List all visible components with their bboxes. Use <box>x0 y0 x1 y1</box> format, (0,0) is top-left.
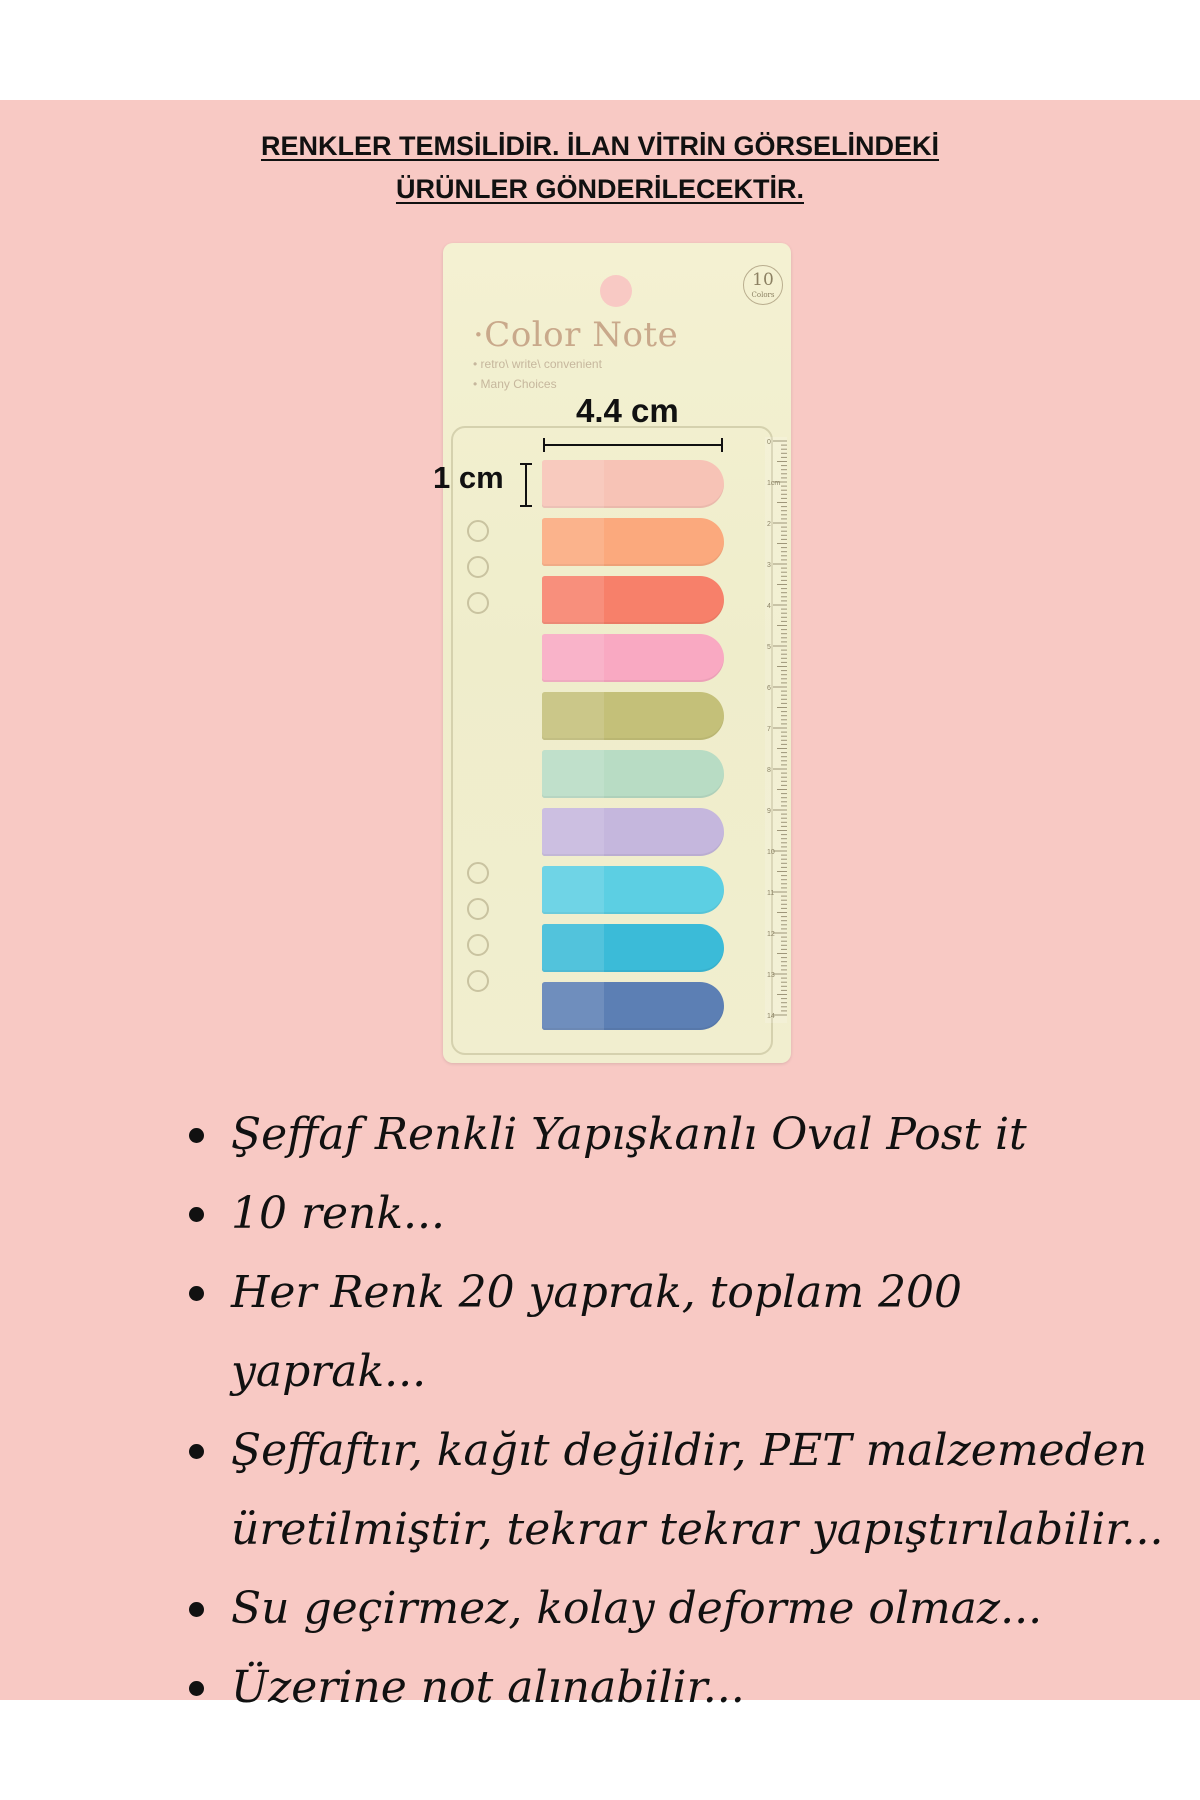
ruler-number: 10 <box>767 849 775 856</box>
width-dimension-line <box>543 444 723 446</box>
sticky-tab <box>542 692 724 740</box>
ruler-number: 0 <box>767 439 771 446</box>
ring-hole <box>467 934 489 956</box>
badge-number: 10 <box>752 270 774 290</box>
color-count-badge <box>743 265 783 305</box>
ruler-number: 13 <box>767 972 775 979</box>
tagline-2: • Many Choices <box>473 377 557 391</box>
ruler-number: 1cm <box>767 480 781 487</box>
ring-hole <box>467 520 489 542</box>
notice-text <box>150 125 1050 211</box>
feature-item: Şeffaftır, kağıt değildir, PET malzemeden üretilmiştir, tekrar tekrar yapıştırılabilir... <box>185 1411 1165 1569</box>
feature-item: Şeffaf Renkli Yapışkanlı Oval Post it <box>185 1095 1165 1174</box>
sticky-tab <box>542 750 724 798</box>
ruler-number: 11 <box>767 890 775 897</box>
ring-hole <box>467 592 489 614</box>
feature-item: Su geçirmez, kolay deforme olmaz... <box>185 1569 1165 1648</box>
ruler-number: 4 <box>767 603 771 610</box>
tagline-1: • retro\ write\ convenient <box>473 357 602 371</box>
sticky-tab <box>542 518 724 566</box>
ruler-number: 6 <box>767 685 771 692</box>
sticky-tab <box>542 460 724 508</box>
ruler-number: 12 <box>767 931 775 938</box>
feature-item: Üzerine not alınabilir... <box>185 1648 1165 1727</box>
ruler-number: 8 <box>767 767 771 774</box>
ring-hole <box>467 556 489 578</box>
badge-text: Colors <box>751 291 775 299</box>
sticky-tab <box>542 808 724 856</box>
hang-hole <box>600 275 632 307</box>
notice-line-1: RENKLER TEMSİLİDİR. İLAN VİTRİN GÖRSELİNDEKİ <box>260 131 940 161</box>
ruler-number: 9 <box>767 808 771 815</box>
sticky-tab <box>542 982 724 1030</box>
sticky-tab <box>542 924 724 972</box>
feature-list <box>185 1095 1165 1727</box>
width-label: 4.4 cm <box>576 392 679 429</box>
feature-item: 10 renk... <box>185 1174 1165 1253</box>
brand-name: ·Color Note <box>473 315 679 355</box>
ring-hole <box>467 970 489 992</box>
sticky-tab <box>542 634 724 682</box>
ruler-number: 7 <box>767 726 771 733</box>
height-label: 1 cm <box>433 460 504 495</box>
ruler-number: 5 <box>767 644 771 651</box>
ruler <box>765 437 787 1023</box>
sticky-tab <box>542 576 724 624</box>
ruler-number: 3 <box>767 562 771 569</box>
ruler-number: 2 <box>767 521 771 528</box>
ring-hole <box>467 898 489 920</box>
feature-item: Her Renk 20 yaprak, toplam 200 yaprak... <box>185 1253 1165 1411</box>
height-dimension-line <box>525 463 527 507</box>
notice-line-2: ÜRÜNLER GÖNDERİLECEKTİR. <box>395 174 804 204</box>
sticky-tab <box>542 866 724 914</box>
sticky-tabs <box>542 460 727 1040</box>
ruler-number: 14 <box>767 1013 775 1020</box>
ring-hole <box>467 862 489 884</box>
